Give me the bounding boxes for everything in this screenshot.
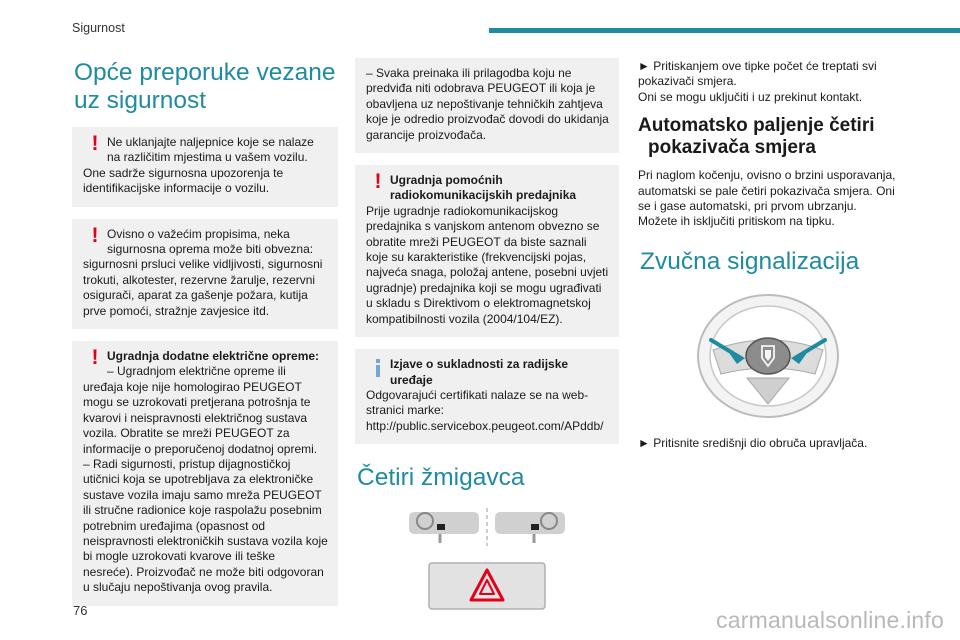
info-text: Odgovarajući certifikati nalaze se na web-stranici marke: [366, 387, 589, 418]
subtitle-line: Automatsko paljenje četiri [638, 115, 875, 137]
column-middle [355, 50, 619, 610]
subtitle-line: pokazivača smjera [648, 137, 816, 159]
info-title: Izjave o sukladnosti za radijske uređaje [390, 357, 569, 387]
warning-text: sigurnosni prsluci velike vidljivosti, sigurnosni trokuti, alkotester, rezervne žarulje, rezervni osigurači, aparat za gašenje požara, kutija prve pomoći, stražnje zavjesice itd. [83, 257, 323, 318]
hazard-button-icon [428, 562, 546, 610]
section-title-hazard-lights: Četiri žmigavca [357, 464, 525, 492]
warning-text: One sadrže sigurnosna upozorenja te identifikacijske informacije o vozilu. [83, 165, 284, 196]
warning-title: Ugradnja pomoćnih radiokomunikacijskih predajnika [390, 173, 577, 203]
warning-text: uređaja koje nije homologirao PEUGEOT mogu se uzrokovati pretjerana potrošnja te kvarovi i neispravnosti električnog sustava vozila. Obratite se mreži PEUGEOT za informacije o preporučenoj dodatnoj opremi. [83, 379, 318, 456]
warning-icon: ! [91, 132, 99, 155]
header-accent-bar [489, 28, 960, 33]
info-url: http://public.servicebox.peugeot.com/APddb/ [366, 418, 604, 433]
warning-text: – Radi sigurnosti, pristup dijagnostičkoj utičnici koja se upotrebljava za elektroničke sustave vozila imaju samo mreža PEUGEOT ili stručne radionice koje raspolažu posebnim potrebnim uređajima (opasnost od neispravnosti elektroničkih sustava vozila koje bi mogle uzrokovati kvarove ili teške nesreće). Proizvođač ne može biti odgovoran u slučaju nepoštivanja ovog pravila. [83, 456, 328, 595]
paragraph-horn: ► Pritisnite središnji dio obruča upravljača. [638, 435, 868, 450]
text-line: ► Pritiskanjem ove tipke počet će treptati svi pokazivači smjera. [638, 59, 877, 89]
indicator-stalk-illustration [407, 506, 567, 548]
warning-box-equipment [72, 219, 338, 329]
modification-text: – Svaka preinaka ili prilagodba koju ne predviđa niti odobrava PEUGEOT ili koja je obavljena uz nepoštivanje tehničkih zahtjeva koje je odredio proizvođač dovodi do ukidanja garancije proizvođača. [366, 66, 609, 142]
column-right [638, 50, 898, 459]
subtitle-auto-hazard [638, 115, 898, 159]
paragraph-hazard-button [638, 59, 898, 105]
column-left [72, 50, 338, 618]
warning-title: Ugradnja dodatne električne opreme: [107, 349, 320, 364]
paragraph-auto-hazard: Pri naglom kočenju, ovisno o brzini usporavanja, automatski se pale četiri pokazivača smjera. Oni se i gase automatski, pri prvom ubrzanju. [638, 168, 896, 214]
warning-box-labels [72, 127, 338, 207]
warning-icon: ! [374, 170, 382, 194]
running-header: Sigurnost [72, 21, 125, 35]
warning-lead: Ovisno o važećim propisima, neka sigurnosna oprema može biti obvezna: [107, 226, 314, 257]
paragraph-switch-off: Možete ih isključiti pritiskom na tipku. [638, 214, 835, 229]
text-box-modifications [355, 58, 619, 153]
text-line: Oni se mogu uključiti i uz prekinut kontakt. [638, 89, 863, 104]
warning-icon: ! [91, 223, 99, 247]
title-line: uz sigurnost [74, 87, 207, 114]
info-box-conformity [355, 349, 619, 444]
warning-icon: ! [91, 346, 99, 370]
steering-wheel-icon [693, 292, 843, 424]
page-number: 76 [73, 603, 88, 618]
section-title-horn: Zvučna signalizacija [640, 247, 860, 275]
warning-lead: Ne uklanjajte naljepnice koje se nalaze na različitim mjestima u vašem vozilu. [107, 135, 314, 165]
warning-box-electrical [72, 341, 338, 606]
info-icon [376, 359, 380, 377]
warning-lead: – Ugradnjom električne opreme ili [107, 364, 286, 379]
title-line: Opće preporuke vezane [74, 59, 336, 86]
warning-text: Prije ugradnje radiokomunikacijskog predajnika s vanjskom antenom obvezno se obratite mreži PEUGEOT da biste saznali koje su karakteristike (frekvencijski pojas, najveća snaga, položaj antene, posebni uvjeti ugradnje) predajnika koji se mogu ugrađivati u skladu s Direktivom o elektromagnetskoj kompatibilnosti vozila (2004/104/EZ). [366, 203, 609, 326]
watermark: carmanualsonline.info [716, 607, 944, 633]
section-title-general-safety [74, 59, 338, 115]
warning-box-radio [355, 165, 619, 337]
